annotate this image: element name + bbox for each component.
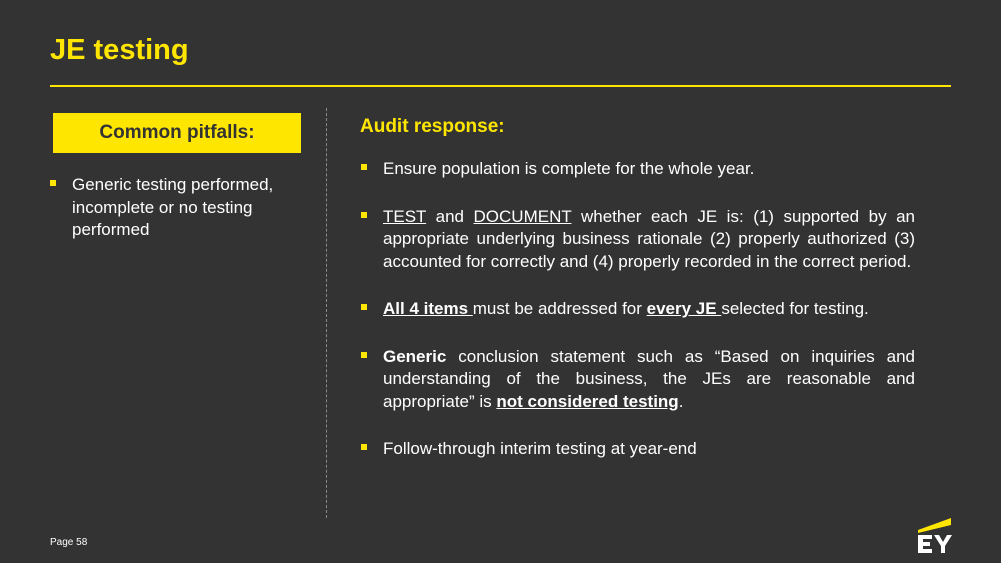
- response-text: selected for testing.: [721, 299, 869, 318]
- document-keyword: DOCUMENT: [473, 206, 572, 226]
- generic-keyword: Generic: [383, 346, 447, 366]
- response-text: Follow-through interim testing at year-end: [383, 439, 697, 458]
- common-pitfalls-box: [53, 113, 301, 153]
- list-item: [361, 346, 915, 414]
- test-keyword: TEST: [383, 206, 427, 226]
- column-divider: [326, 108, 327, 518]
- response-text: must be addressed for: [472, 299, 647, 318]
- bullet-square-icon: [361, 352, 367, 358]
- all-items-keyword: All 4 items: [383, 299, 473, 318]
- list-item: [50, 174, 305, 242]
- list-item: [361, 298, 915, 321]
- bullet-square-icon: [361, 444, 367, 450]
- every-je-keyword: every JE: [646, 299, 722, 318]
- bullet-square-icon: [361, 164, 367, 170]
- common-pitfalls-label: Common pitfalls:: [99, 122, 255, 143]
- bullet-square-icon: [50, 180, 56, 186]
- response-text: .: [678, 391, 684, 411]
- list-item: [361, 158, 915, 181]
- ey-logo-icon: [915, 518, 953, 554]
- response-text: and: [426, 206, 474, 226]
- page-number: Page 58: [50, 537, 88, 548]
- page-title: JE testing: [50, 34, 189, 66]
- response-text: conclusion statement such as “Based on inquiries and understanding of the business, the JEs are reasonable and appropriate” is: [383, 346, 915, 411]
- list-item: [361, 438, 915, 461]
- pitfalls-list: [50, 174, 305, 242]
- audit-response-list: [361, 158, 915, 461]
- bullet-square-icon: [361, 304, 367, 310]
- bullet-square-icon: [361, 212, 367, 218]
- title-divider: [50, 85, 951, 87]
- pitfall-text: Generic testing performed, incomplete or no testing performed: [72, 175, 274, 239]
- audit-response-heading: Audit response:: [360, 116, 505, 137]
- response-text: Ensure population is complete for the whole year.: [383, 159, 755, 178]
- not-considered-keyword: not considered testing: [496, 391, 679, 411]
- response-text: whether each JE is: (1) supported by an appropriate underlying business rationale (2) properly authorized (3) accounted for correctly and (4) properly recorded in the correct period.: [383, 206, 915, 271]
- list-item: [361, 206, 915, 274]
